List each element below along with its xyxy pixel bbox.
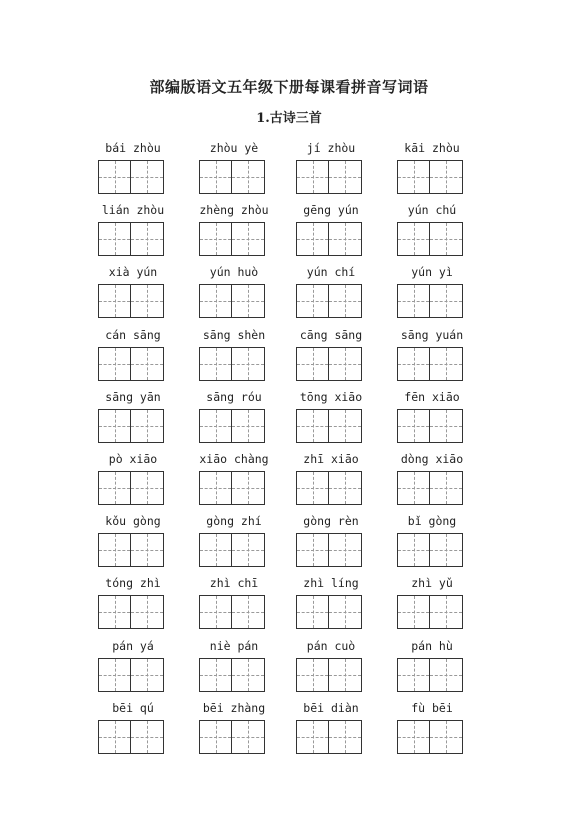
tianzige-cell [131,533,164,567]
tianzige-cell [199,595,232,629]
tianzige-cell [296,160,329,194]
tianzige-cell [232,222,265,256]
tianzige-cell [397,409,430,443]
tianzige-cell [329,533,362,567]
tianzige-cell [397,595,430,629]
pinyin-label: bǐ gòng [407,514,457,529]
tianzige-cell [329,222,362,256]
writing-box [397,658,463,692]
tianzige-cell [329,720,362,754]
pinyin-label: niè pán [209,638,259,653]
tianzige-cell [329,471,362,505]
writing-box [199,160,265,194]
writing-box [296,160,362,194]
tianzige-cell [397,471,430,505]
pinyin-label: yún chí [306,265,356,280]
tianzige-cell [430,284,463,318]
writing-box [98,595,164,629]
tianzige-cell [430,720,463,754]
pinyin-label: yún chú [407,203,457,218]
pinyin-label: cán sāng [105,327,161,342]
tianzige-cell [397,160,430,194]
pinyin-label: gēng yún [303,203,359,218]
writing-box [199,222,265,256]
writing-box [296,658,362,692]
writing-box [199,409,265,443]
tianzige-cell [232,409,265,443]
writing-box [397,595,463,629]
tianzige-cell [199,658,232,692]
pinyin-label: zhì líng [303,576,359,591]
pinyin-label: pò xiāo [108,452,158,466]
tianzige-cell [131,222,164,256]
tianzige-cell [131,720,164,754]
tianzige-cell [296,222,329,256]
tianzige-cell [329,160,362,194]
tianzige-cell [199,284,232,318]
pinyin-label: kāi zhòu [404,141,460,155]
tianzige-cell [131,160,164,194]
tianzige-cell [98,409,131,443]
tianzige-cell [98,284,131,318]
writing-box [199,533,265,567]
pinyin-label: yún yì [411,265,453,280]
writing-box [397,533,463,567]
pinyin-label: sāng róu [206,389,262,404]
pinyin-label: sāng yān [105,389,161,404]
pinyin-label: gòng zhí [206,514,262,529]
pinyin-label: fēn xiāo [404,389,460,404]
page-title: 部编版语文五年级下册每课看拼音写词语 [149,78,429,96]
writing-box [199,720,265,754]
writing-box [296,284,362,318]
writing-box [199,658,265,692]
pinyin-label: bái zhòu [105,141,161,155]
pinyin-label: sāng shèn [202,327,266,342]
pinyin-label: yún huò [209,265,259,280]
tianzige-cell [131,471,164,505]
tianzige-cell [296,720,329,754]
tianzige-cell [232,347,265,381]
tianzige-cell [199,409,232,443]
tianzige-cell [131,658,164,692]
tianzige-cell [98,533,131,567]
pinyin-label: sāng yuán [400,327,464,342]
pinyin-label: dòng xiāo [400,452,464,466]
tianzige-cell [296,533,329,567]
tianzige-cell [296,595,329,629]
tianzige-cell [232,284,265,318]
tianzige-cell [131,347,164,381]
pinyin-label: zhèng zhòu [199,203,269,218]
writing-box [98,284,164,318]
tianzige-cell [430,533,463,567]
tianzige-cell [329,409,362,443]
pinyin-label: tóng zhì [105,576,161,591]
tianzige-cell [430,471,463,505]
tianzige-cell [296,409,329,443]
writing-box [296,720,362,754]
writing-box [397,720,463,754]
pinyin-label: tōng xiāo [299,389,363,404]
lesson-title: 1.古诗三首 [256,111,322,126]
writing-box [199,595,265,629]
pinyin-label: bēi diàn [303,700,359,715]
tianzige-cell [397,720,430,754]
writing-box [199,471,265,505]
tianzige-cell [131,409,164,443]
tianzige-cell [329,347,362,381]
tianzige-cell [329,595,362,629]
tianzige-cell [199,347,232,381]
tianzige-cell [430,160,463,194]
pinyin-label: jí zhòu [306,141,356,155]
tianzige-cell [232,595,265,629]
writing-box [98,720,164,754]
tianzige-cell [131,284,164,318]
tianzige-cell [98,160,131,194]
tianzige-cell [329,658,362,692]
pinyin-label: lián zhòu [101,203,165,218]
pinyin-label: xiāo chàng [199,452,269,466]
tianzige-cell [296,284,329,318]
tianzige-cell [296,471,329,505]
writing-box [296,409,362,443]
tianzige-cell [232,720,265,754]
pinyin-label: fù bēi [411,700,453,715]
writing-box [98,658,164,692]
tianzige-cell [397,222,430,256]
writing-box [296,222,362,256]
tianzige-cell [397,658,430,692]
tianzige-cell [98,658,131,692]
tianzige-cell [329,284,362,318]
tianzige-cell [232,533,265,567]
tianzige-cell [430,409,463,443]
pinyin-label: cāng sāng [299,327,363,342]
tianzige-cell [199,471,232,505]
writing-box [98,347,164,381]
pinyin-label: zhì yǔ [411,576,453,591]
pinyin-label: bēi zhàng [202,700,266,715]
writing-box [296,347,362,381]
pinyin-label: pán yá [112,638,154,653]
tianzige-cell [131,595,164,629]
tianzige-cell [232,160,265,194]
tianzige-cell [232,471,265,505]
pinyin-label: bēi qú [112,700,154,715]
tianzige-cell [232,658,265,692]
writing-box [199,284,265,318]
writing-box [98,533,164,567]
writing-box [397,222,463,256]
pinyin-label: zhòu yè [209,141,259,155]
pinyin-label: zhì chī [209,576,259,591]
tianzige-cell [397,347,430,381]
writing-box [296,533,362,567]
writing-box [98,471,164,505]
writing-box [397,160,463,194]
writing-box [199,347,265,381]
tianzige-cell [199,222,232,256]
pinyin-label: gòng rèn [303,514,359,529]
tianzige-cell [199,720,232,754]
writing-box [397,471,463,505]
tianzige-cell [296,347,329,381]
tianzige-cell [430,658,463,692]
tianzige-cell [397,284,430,318]
tianzige-cell [199,160,232,194]
tianzige-cell [98,595,131,629]
tianzige-cell [98,471,131,505]
writing-box [296,595,362,629]
tianzige-cell [199,533,232,567]
pinyin-label: pán hù [411,638,453,653]
tianzige-cell [430,347,463,381]
tianzige-cell [430,595,463,629]
tianzige-cell [296,658,329,692]
writing-box [98,160,164,194]
tianzige-cell [397,533,430,567]
tianzige-cell [430,222,463,256]
writing-box [296,471,362,505]
pinyin-label: kǒu gòng [105,514,161,529]
writing-box [98,409,164,443]
writing-box [397,409,463,443]
tianzige-cell [98,720,131,754]
tianzige-cell [98,347,131,381]
writing-box [397,284,463,318]
writing-box [98,222,164,256]
pinyin-label: pán cuò [306,638,356,653]
writing-box [397,347,463,381]
pinyin-label: zhī xiāo [303,452,359,466]
tianzige-cell [98,222,131,256]
pinyin-label: xià yún [108,265,158,280]
